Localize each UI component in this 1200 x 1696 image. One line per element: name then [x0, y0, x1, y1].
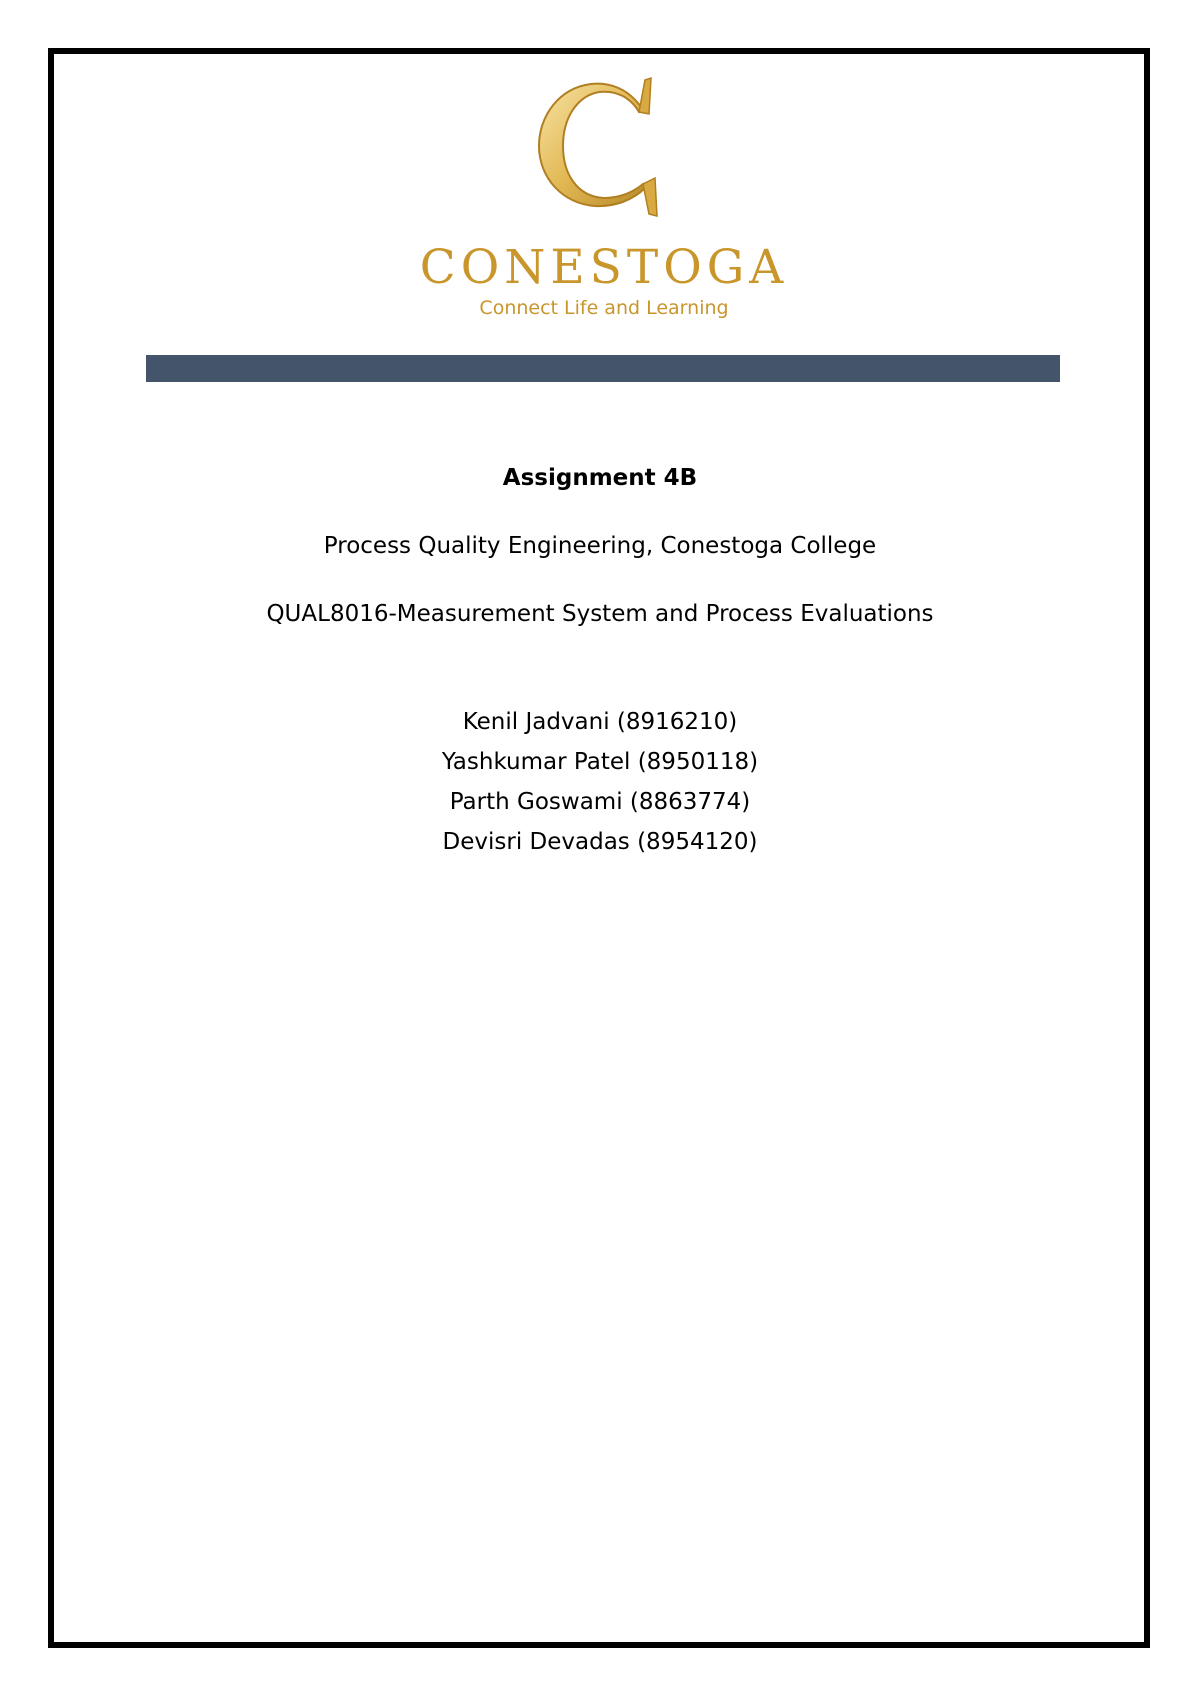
author-item: Parth Goswami (8863774) — [449, 789, 751, 815]
course-name: QUAL8016-Measurement System and Process Evaluations — [266, 601, 934, 627]
header-accent-bar — [146, 355, 1060, 382]
author-list — [0, 702, 1200, 862]
document-title: Assignment 4B — [502, 465, 698, 491]
logo-tagline: Connect Life and Learning — [479, 297, 729, 319]
logo-wordmark: CONESTOGA — [419, 240, 789, 295]
author-item: Devisri Devadas (8954120) — [442, 829, 758, 855]
conestoga-logo — [0, 70, 1200, 320]
conestoga-c-icon — [525, 70, 675, 220]
document-subtitle: Process Quality Engineering, Conestoga College — [323, 533, 877, 559]
author-item: Kenil Jadvani (8916210) — [462, 709, 738, 735]
title-block — [0, 462, 1200, 862]
author-item: Yashkumar Patel (8950118) — [441, 749, 759, 775]
